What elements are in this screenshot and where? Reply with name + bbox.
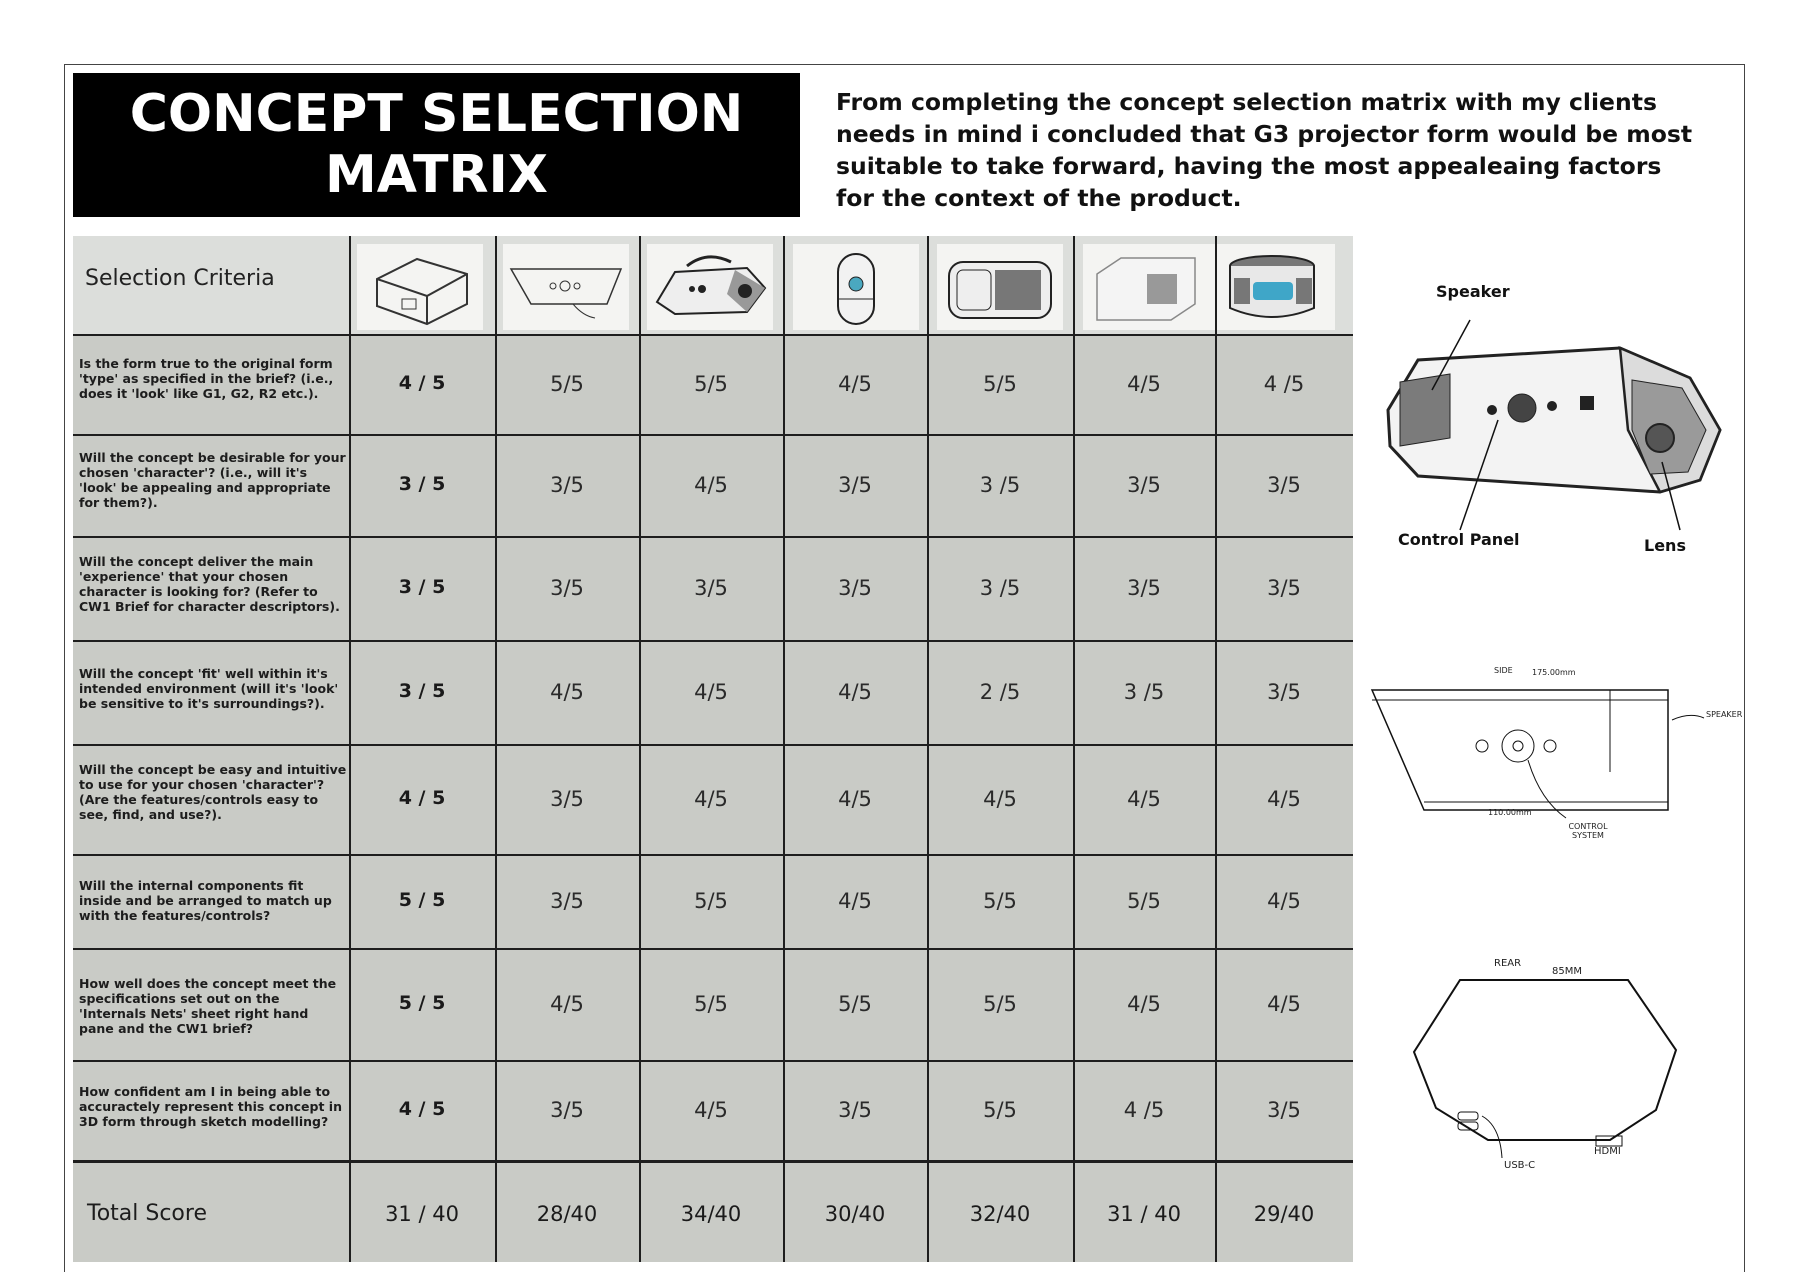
grid-line — [73, 1160, 1353, 1163]
score-cell: 5/5 — [983, 1098, 1017, 1122]
score-cell: 4 / 5 — [398, 1098, 446, 1120]
score-cell: 5/5 — [694, 889, 728, 913]
total-score-cell: 34/40 — [680, 1202, 742, 1226]
score-cell: 3/5 — [1267, 473, 1301, 497]
score-cell: 3 / 5 — [398, 680, 446, 702]
grid-line — [73, 854, 1353, 856]
usb-c-label: USB-C — [1504, 1160, 1536, 1171]
concept-sketch-5 — [937, 244, 1063, 330]
side-speaker-label: SPEAKER — [1706, 710, 1743, 719]
score-cell: 4/5 — [983, 787, 1017, 811]
total-score-label: Total Score — [87, 1201, 207, 1226]
side-label: SIDE — [1494, 666, 1513, 675]
rear-dimension: 85MM — [1552, 966, 1582, 977]
score-cell: 3/5 — [1267, 680, 1301, 704]
grid-line — [73, 640, 1353, 642]
score-cell: 5/5 — [983, 372, 1017, 396]
concept-sketch-6 — [1083, 244, 1209, 330]
criterion-3: Will the concept deliver the main 'experience' that your chosen character is looking for? (Refer to CW1 Brief for character descriptors). — [79, 554, 340, 614]
concept-sketch-7 — [1209, 244, 1335, 330]
score-cell: 4/5 — [694, 680, 728, 704]
hdmi-label: HDMI — [1594, 1146, 1621, 1157]
score-cell: 4/5 — [1127, 787, 1161, 811]
score-cell: 3/5 — [550, 1098, 584, 1122]
concept-sketch-2 — [503, 244, 629, 330]
concept-sketch-1 — [357, 244, 483, 330]
score-cell: 4/5 — [550, 992, 584, 1016]
score-cell: 5/5 — [983, 889, 1017, 913]
score-cell: 4 /5 — [1263, 372, 1305, 396]
score-cell: 4/5 — [838, 680, 872, 704]
grid-line — [73, 334, 1353, 336]
grid-line — [73, 536, 1353, 538]
score-cell: 3/5 — [694, 576, 728, 600]
projector-perspective-sketch — [1370, 270, 1740, 560]
score-cell: 5 / 5 — [398, 889, 446, 911]
score-cell: 3 / 5 — [398, 576, 446, 598]
side-top-dimension: 175.00mm — [1532, 668, 1576, 677]
total-score-cell: 31 / 40 — [385, 1202, 459, 1226]
score-cell: 4/5 — [1127, 992, 1161, 1016]
score-cell: 5/5 — [1127, 889, 1161, 913]
score-cell: 4 / 5 — [398, 787, 446, 809]
score-cell: 2 /5 — [979, 680, 1021, 704]
score-cell: 3/5 — [550, 889, 584, 913]
score-cell: 4/5 — [1127, 372, 1161, 396]
score-cell: 4/5 — [838, 787, 872, 811]
side-bottom-dimension: 110.00mm — [1488, 808, 1532, 817]
criterion-2: Will the concept be desirable for your chosen 'character'? (i.e., will it's 'look' be appealing and appropriate for them?). — [79, 450, 346, 510]
grid-line — [73, 744, 1353, 746]
score-cell: 5/5 — [694, 372, 728, 396]
concept-selection-matrix — [73, 236, 1353, 1262]
score-cell: 4 / 5 — [398, 372, 446, 394]
grid-line — [73, 1060, 1353, 1062]
score-cell: 3/5 — [550, 787, 584, 811]
criteria-header: Selection Criteria — [85, 266, 275, 291]
criterion-4: Will the concept 'fit' well within it's intended environment (will it's 'look' be sensitive to it's surroundings?). — [79, 666, 339, 711]
score-cell: 5/5 — [838, 992, 872, 1016]
speaker-callout: Speaker — [1436, 282, 1510, 301]
score-cell: 4/5 — [550, 680, 584, 704]
total-score-cell: 32/40 — [969, 1202, 1031, 1226]
score-cell: 4 /5 — [1123, 1098, 1165, 1122]
score-cell: 3/5 — [1267, 1098, 1301, 1122]
total-score-cell: 30/40 — [824, 1202, 886, 1226]
score-cell: 3 /5 — [1123, 680, 1165, 704]
rear-label: REAR — [1494, 958, 1522, 969]
conclusion-text: From completing the concept selection matrix with my clients needs in mind i concluded that G3 projector form would be most suitable to take forward, having the most appealeaing factors for the context of the product. — [836, 88, 1693, 212]
score-cell: 4/5 — [838, 372, 872, 396]
score-cell: 4/5 — [838, 889, 872, 913]
page-title: CONCEPT SELECTION MATRIX — [129, 83, 744, 205]
criterion-5: Will the concept be easy and intuitive to use for your chosen 'character'? (Are the features/controls easy to see, find, and use?). — [79, 762, 347, 822]
total-score-cell: 31 / 40 — [1107, 1202, 1181, 1226]
score-cell: 3/5 — [550, 576, 584, 600]
score-cell: 4/5 — [694, 787, 728, 811]
score-cell: 3/5 — [838, 576, 872, 600]
score-cell: 3/5 — [1267, 576, 1301, 600]
score-cell: 3 /5 — [979, 576, 1021, 600]
grid-line — [73, 434, 1353, 436]
score-cell: 5/5 — [983, 992, 1017, 1016]
score-cell: 3/5 — [838, 473, 872, 497]
score-cell: 3/5 — [1127, 473, 1161, 497]
score-cell: 4/5 — [1267, 992, 1301, 1016]
score-cell: 3 / 5 — [398, 473, 446, 495]
lens-callout: Lens — [1644, 536, 1686, 555]
criterion-8: How confident am I in being able to accuractely represent this concept in 3D form through sketch modelling? — [79, 1084, 342, 1129]
score-cell: 4/5 — [694, 1098, 728, 1122]
score-cell: 3 /5 — [979, 473, 1021, 497]
score-cell: 5 / 5 — [398, 992, 446, 1014]
score-cell: 3/5 — [838, 1098, 872, 1122]
score-cell: 3/5 — [1127, 576, 1161, 600]
score-cell: 5/5 — [550, 372, 584, 396]
score-cell: 3/5 — [550, 473, 584, 497]
criterion-1: Is the form true to the original form 'type' as specified in the brief? (i.e., does it 'look' like G1, G2, R2 etc.). — [79, 356, 334, 401]
concept-sketch-4 — [793, 244, 919, 330]
score-cell: 4/5 — [1267, 787, 1301, 811]
side-control-label: CONTROL SYSTEM — [1568, 822, 1608, 840]
control-panel-callout: Control Panel — [1398, 530, 1520, 549]
total-score-cell: 29/40 — [1253, 1202, 1315, 1226]
score-cell: 4/5 — [694, 473, 728, 497]
criterion-6: Will the internal components fit inside and be arranged to match up with the features/controls? — [79, 878, 332, 923]
concept-sketch-3 — [647, 244, 773, 330]
total-score-cell: 28/40 — [536, 1202, 598, 1226]
score-cell: 5/5 — [694, 992, 728, 1016]
grid-line — [73, 948, 1353, 950]
title-banner — [73, 73, 800, 217]
criterion-7: How well does the concept meet the specifications set out on the 'Internals Nets' sheet right hand pane and the CW1 brief? — [79, 976, 337, 1036]
score-cell: 4/5 — [1267, 889, 1301, 913]
